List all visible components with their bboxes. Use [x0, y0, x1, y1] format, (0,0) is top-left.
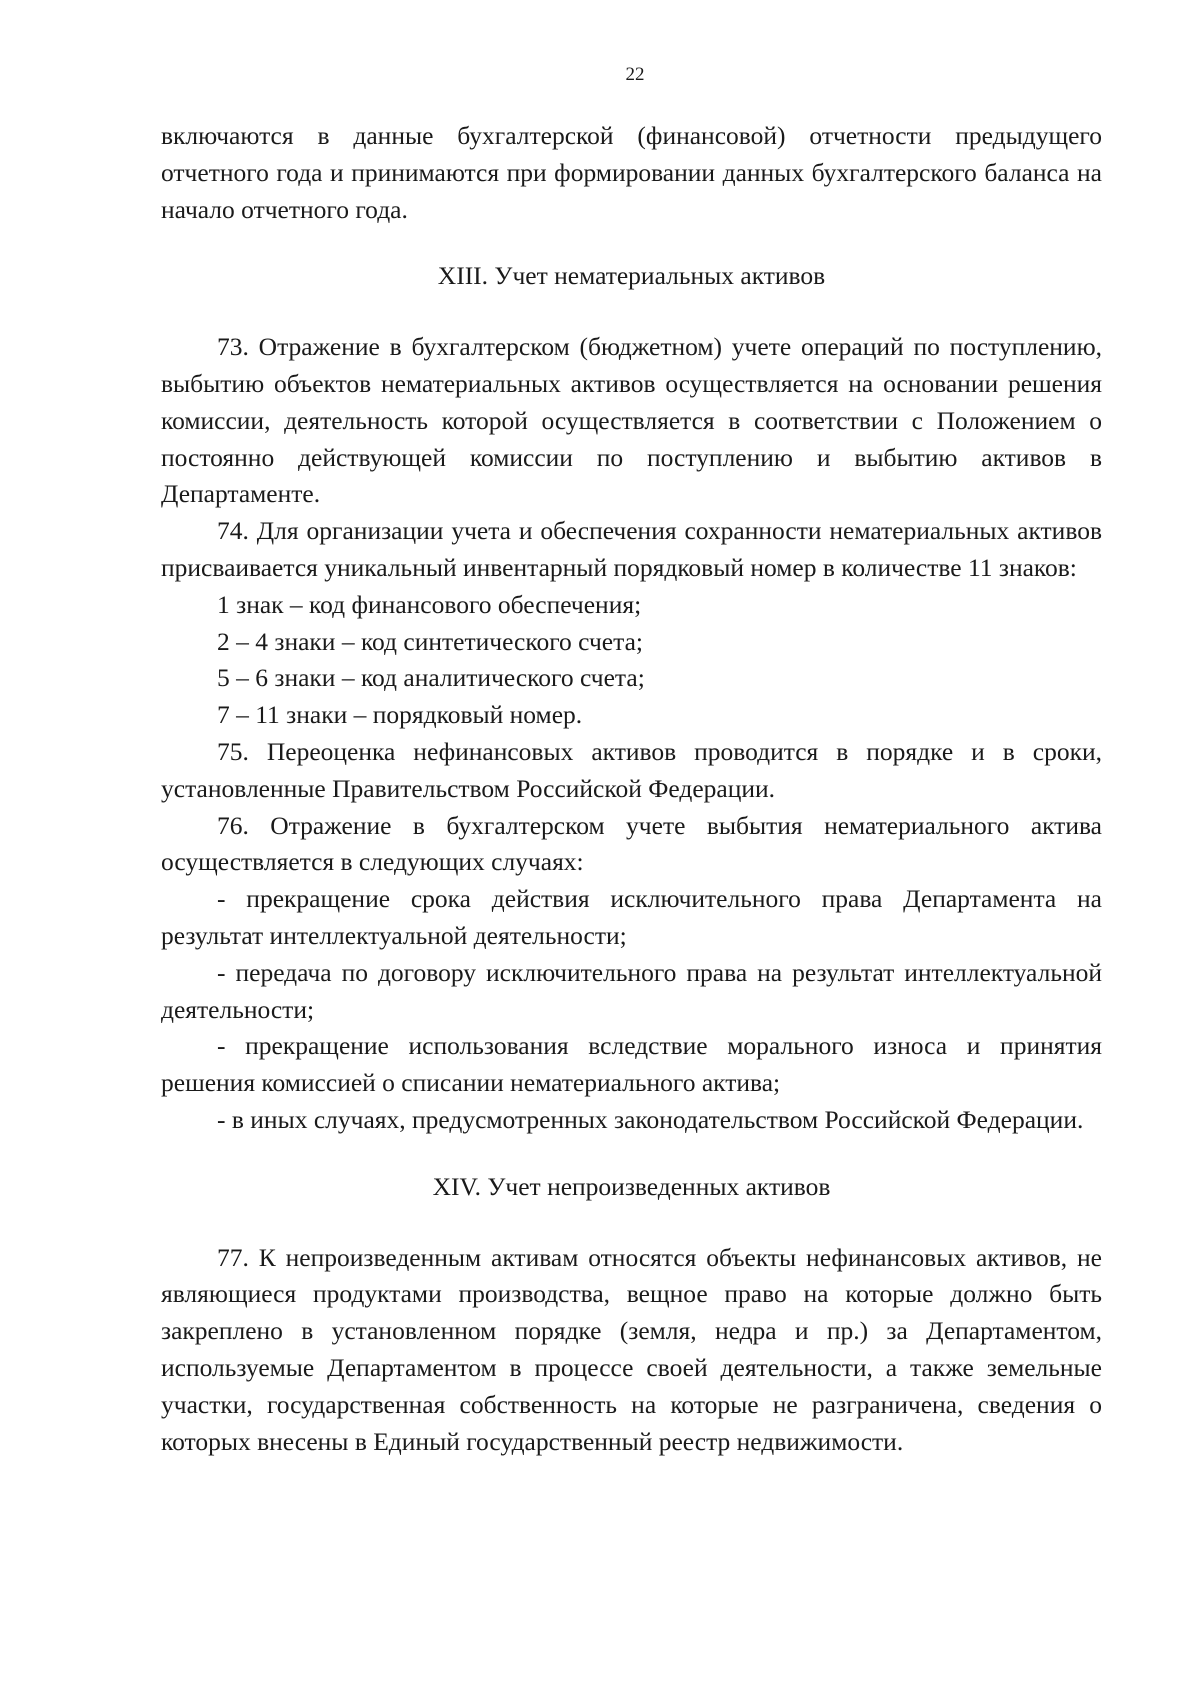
disposal-case-3: - прекращение использования вследствие морального износа и принятия решения комиссией о списании нематериального актива;: [161, 1031, 1102, 1098]
list-item-digits-2-4: 2 – 4 знаки – код синтетического счета;: [217, 626, 643, 656]
paragraph-76: 76. Отражение в бухгалтерском учете выбытия нематериального актива осуществляется в следующих случаях:: [161, 810, 1102, 877]
paragraph-74: 74. Для организации учета и обеспечения сохранности нематериальных активов присваивается уникальный инвентарный порядковый номер в количестве 11 знаков:: [161, 516, 1102, 582]
disposal-case-4: - в иных случаях, предусмотренных законодательством Российской Федерации.: [217, 1104, 1084, 1134]
section-13-heading: XIII. Учет нематериальных активов: [437, 261, 826, 291]
paragraph-75: 75. Переоценка нефинансовых активов проводится в порядке и в сроки, установленные Правительством Российской Федерации.: [161, 736, 1102, 803]
continuation-paragraph: включаются в данные бухгалтерской (финансовой) отчетности предыдущего отчетного года и принимаются при формировании данных бухгалтерского баланса на начало отчетного года.: [161, 121, 1102, 224]
disposal-case-2: - передача по договору исключительного права на результат интеллектуальной деятельности;: [161, 957, 1102, 1024]
list-item-digits-5-6: 5 – 6 знаки – код аналитического счета;: [217, 663, 645, 693]
page-number: 22: [625, 64, 645, 85]
disposal-case-1: - прекращение срока действия исключительного права Департамента на результат интеллектуальной деятельности;: [161, 884, 1102, 950]
section-14-heading: XIV. Учет непроизведенных активов: [432, 1171, 831, 1201]
paragraph-77: 77. К непроизведенным активам относятся объекты нефинансовых активов, не являющиеся продуктами производства, вещное право на которые должно быть закреплено в установленном порядке (земля, недра и пр.) за Департаментом, используемые Департаментом в процессе своей деятельности, а также земельные участки, государственная собственность на которые не разграничена, сведения о которых внесены в Единый государственный реестр недвижимости.: [161, 1242, 1102, 1456]
list-item-digits-7-11: 7 – 11 знаки – порядковый номер.: [217, 700, 583, 730]
list-item-digit-1: 1 знак – код финансового обеспечения;: [217, 589, 642, 619]
paragraph-73: 73. Отражение в бухгалтерском (бюджетном) учете операций по поступлению, выбытию объектов нематериальных активов осуществляется на основании решения комиссии, деятельность которой осуществляется в соответствии с Положением о постоянно действующей комиссии по поступлению и выбытию активов в Департаменте.: [161, 332, 1102, 509]
document-body: [161, 118, 1102, 1460]
